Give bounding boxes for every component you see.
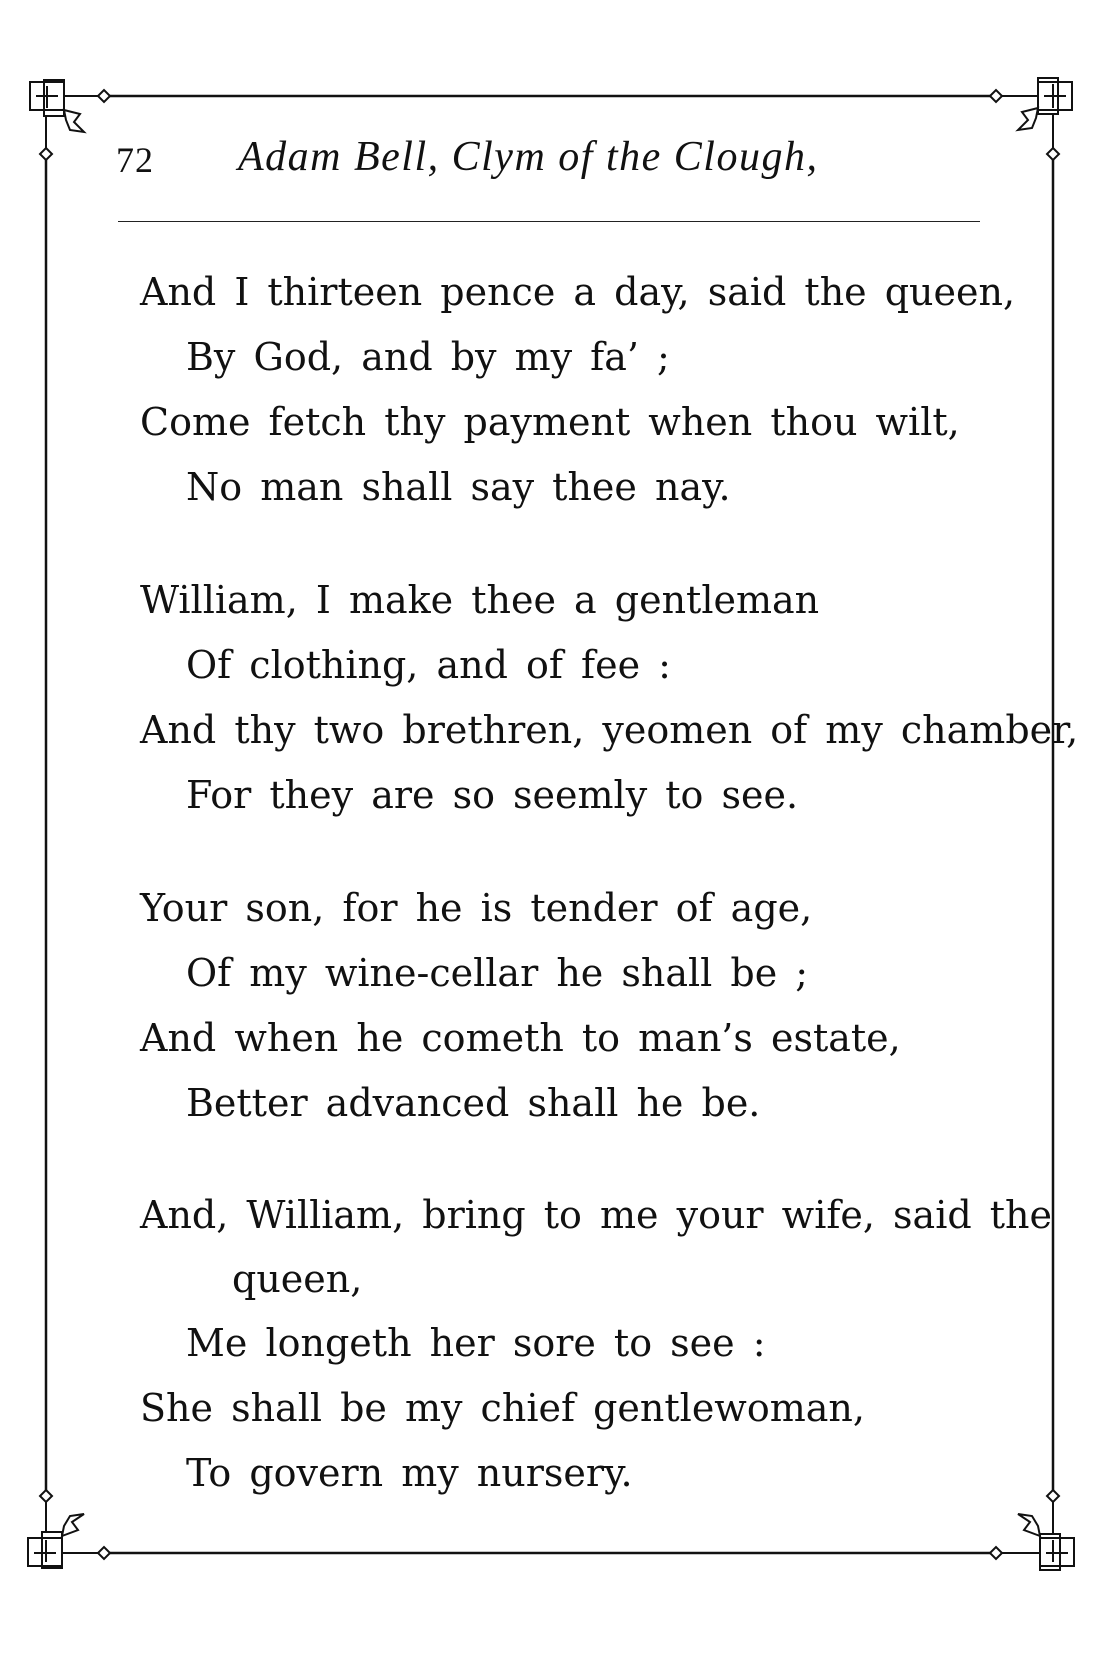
verse-line: Better advanced shall he be.	[186, 1081, 761, 1125]
page-number: 72	[116, 140, 154, 180]
verse-line: Of clothing, and of fee :	[186, 643, 671, 687]
verse-line: She shall be my chief gentlewoman,	[140, 1386, 865, 1430]
verse-line: William, I make thee a gentleman	[140, 578, 820, 622]
verse-line: Of my wine-cellar he shall be ;	[186, 951, 809, 995]
verse-line: And, William, bring to me your wife, said the	[140, 1193, 1052, 1237]
verse-line: And I thirteen pence a day, said the queen,	[140, 270, 1016, 314]
verse-line: queen,	[232, 1257, 363, 1301]
verse-line: No man shall say thee nay.	[186, 465, 731, 509]
verse-line: By God, and by my fa’ ;	[186, 335, 670, 379]
verse-line: Me longeth her sore to see :	[186, 1321, 766, 1365]
verse-line: For they are so seemly to see.	[186, 773, 799, 817]
verse-line: And thy two brethren, yeomen of my chamber,	[140, 708, 1079, 752]
verse-line: Your son, for he is tender of age,	[140, 886, 813, 930]
verse-line: And when he cometh to man’s estate,	[140, 1016, 901, 1060]
verse-line: Come fetch thy payment when thou wilt,	[140, 400, 960, 444]
running-title: Adam Bell, Clym of the Clough,	[238, 134, 819, 180]
verse-line: To govern my nursery.	[186, 1451, 633, 1495]
